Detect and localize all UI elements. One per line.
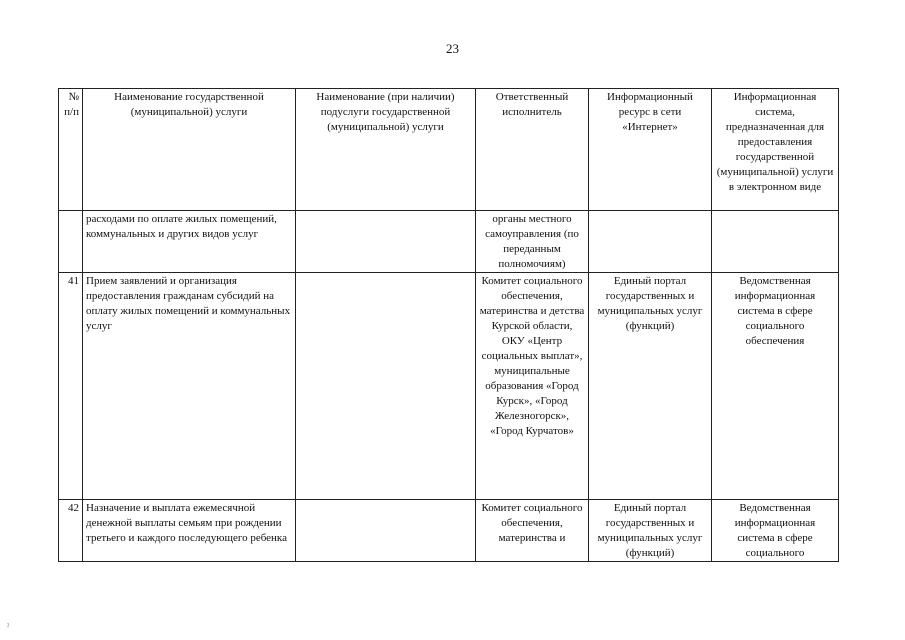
row-system: Ведомственная информационная система в сфере социального (712, 500, 839, 562)
row-subservice (296, 273, 476, 500)
row-number: 42 (59, 500, 83, 562)
row-subservice (296, 211, 476, 273)
header-subservice: Наименование (при наличии) подуслуги государственной (муниципальной) услуги (296, 89, 476, 211)
header-service: Наименование государственной (муниципальной) услуги (83, 89, 296, 211)
row-resource (589, 211, 712, 273)
row-service: Назначение и выплата ежемесячной денежной выплаты семьям при рождении третьего и каждого последующего ребенка (83, 500, 296, 562)
row-number: 41 (59, 273, 83, 500)
header-executor: Ответственный исполнитель (476, 89, 589, 211)
row-executor: Комитет социального обеспечения, материнства и детства Курской области, ОКУ «Центр социальных выплат», муниципальные образования «Город Курск», «Город Железногорск», «Город Курчатов» (476, 273, 589, 500)
row-subservice (296, 500, 476, 562)
row-service: Прием заявлений и организация предоставления гражданам субсидий на оплату жилых помещений и коммунальных услуг (83, 273, 296, 500)
header-number: № п/п (59, 89, 83, 211)
row-system: Ведомственная информационная система в сфере социального обеспечения (712, 273, 839, 500)
table-row (59, 500, 839, 562)
row-number (59, 211, 83, 273)
services-table (58, 88, 839, 562)
row-resource: Единый портал государственных и муниципальных услуг (функций) (589, 273, 712, 500)
table-row (59, 211, 839, 273)
header-resource: Информационный ресурс в сети «Интернет» (589, 89, 712, 211)
row-system (712, 211, 839, 273)
table-header-row (59, 89, 839, 211)
row-resource: Единый портал государственных и муниципальных услуг (функций) (589, 500, 712, 562)
scan-edge-mark: ˀ (7, 622, 10, 632)
row-executor: органы местного самоуправления (по переданным полномочиям) (476, 211, 589, 273)
row-service: расходами по оплате жилых помещений, коммунальных и других видов услуг (83, 211, 296, 273)
row-executor: Комитет социального обеспечения, материнства и (476, 500, 589, 562)
page-number: 23 (446, 41, 459, 56)
table-row (59, 273, 839, 500)
header-system: Информационная система, предназначенная для предоставления государственной (муниципальной) услуги в электронном виде (712, 89, 839, 211)
